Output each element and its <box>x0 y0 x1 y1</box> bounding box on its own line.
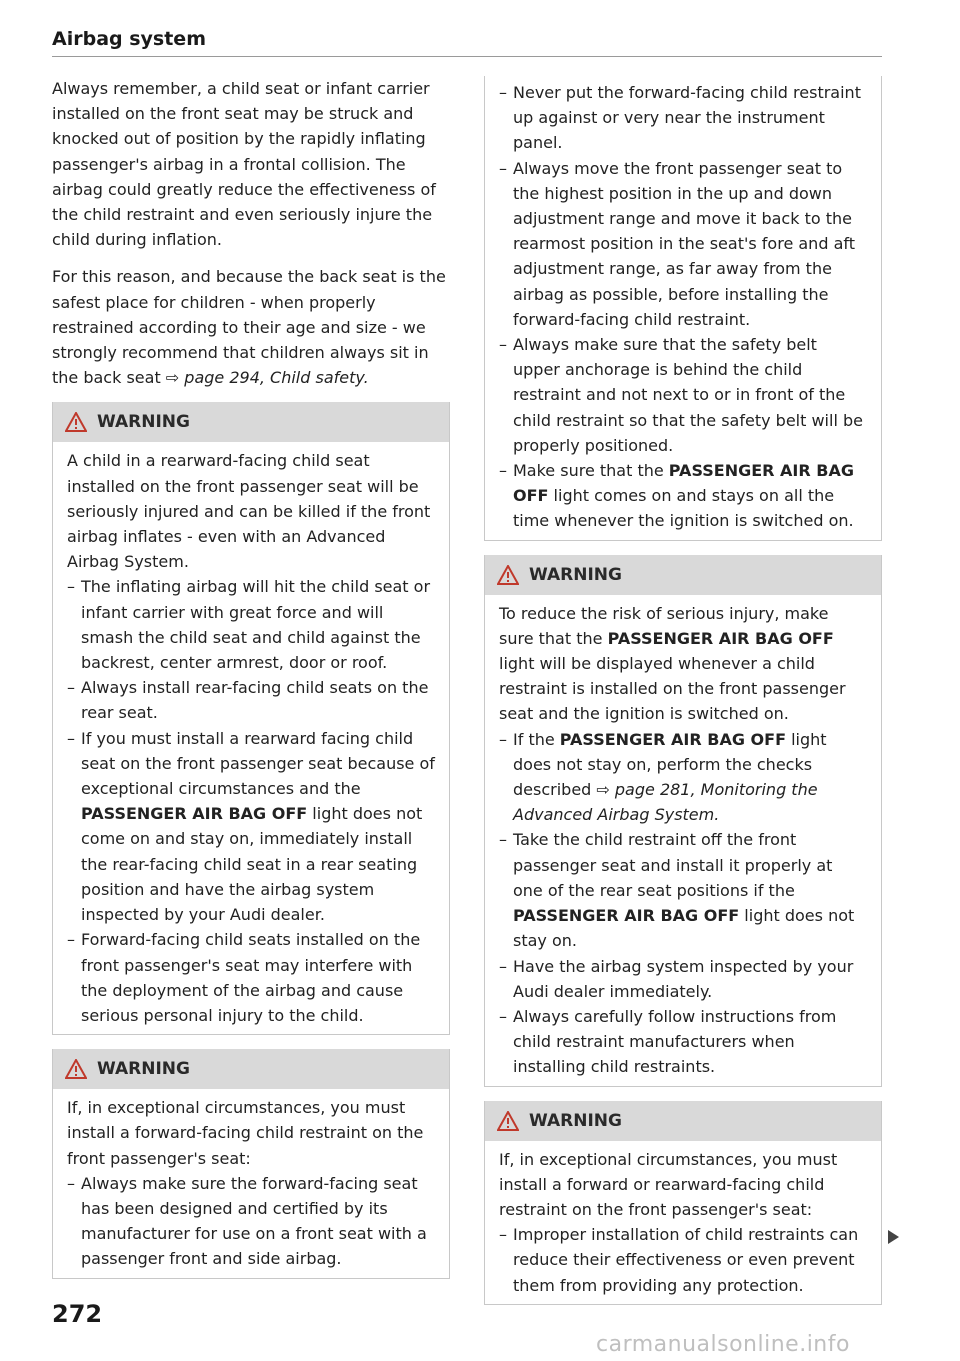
list-item-text: light does not come on and stay on, immediately install the rear-facing child seat in a rear seating position and have the airbag system inspected by your Audi dealer. <box>81 804 423 925</box>
warning-header-4 <box>485 1101 881 1141</box>
warning-triangle-icon <box>65 412 87 432</box>
warning-box-4 <box>484 1101 882 1305</box>
warning-body-3 <box>485 595 881 1080</box>
bold-term: PASSENGER AIR BAG OFF <box>607 628 834 648</box>
page-header: Airbag system <box>52 28 882 57</box>
list-item: – Have the airbag system inspected by your Audi dealer immediately. <box>499 954 867 1004</box>
paragraph-2-text: For this reason, and because the back seat is the safest place for children - when properly restrained according to their age and size - we strongly recommend that children always sit in the back seat <box>52 267 446 388</box>
warning-box-2 <box>52 1049 450 1278</box>
warning-box-3 <box>484 555 882 1087</box>
paragraph-2 <box>52 264 450 390</box>
warning-intro: If, in exceptional circumstances, you must install a forward-facing child restraint on the front passenger's seat: <box>67 1098 424 1168</box>
list-item: – Always make sure that the safety belt upper anchorage is behind the child restraint and not next to or in front of the child restraint so that the safety belt will be properly positioned. <box>499 332 867 458</box>
warning-header-2 <box>53 1049 449 1089</box>
warning-intro <box>499 601 867 727</box>
list-item-text: Take the child restraint off the front passenger seat and install it properly at one of the rear seat positions if the <box>513 830 833 900</box>
warning-label: WARNING <box>529 564 622 585</box>
bold-term: PASSENGER AIR BAG OFF <box>559 729 786 749</box>
bold-term: PASSENGER AIR BAG OFF <box>513 906 740 926</box>
paragraph-1: Always remember, a child seat or infant carrier installed on the front seat may be struck and knocked out of position by the rapidly inflating passenger's airbag in a frontal collision. The airbag could greatly reduce the effectiveness of the child restraint and even seriously injure the child during inflation. <box>52 79 436 250</box>
warning-box-1 <box>52 402 450 1035</box>
list-item-text: If you must install a rearward facing child seat on the front passenger seat because of exceptional circumstances and the <box>81 728 435 799</box>
bold-term: PASSENGER AIR BAG OFF <box>513 461 854 506</box>
left-column <box>52 76 450 1293</box>
warning-header-3 <box>485 555 881 595</box>
list-item-text: If the <box>513 729 560 749</box>
list-item <box>499 458 867 534</box>
warning-body-2 <box>53 1089 449 1271</box>
list-item <box>499 827 867 953</box>
list-item: – Never put the forward-facing child restraint up against or very near the instrument panel. <box>499 80 867 156</box>
warning-triangle-icon <box>497 1111 519 1131</box>
warning-list <box>499 727 867 1080</box>
warning-list <box>67 1171 435 1272</box>
warning-list <box>499 80 867 534</box>
intro-text: To reduce the risk of serious injury, make sure that the <box>499 603 829 648</box>
list-item-text: light does not stay on. <box>513 906 855 951</box>
warning-list <box>67 574 435 1028</box>
list-item: – Always make sure the forward-facing seat has been designed and certified by its manufacturer for use on a front seat with a passenger front and side airbag. <box>67 1171 435 1272</box>
warning-label: WARNING <box>529 1110 622 1131</box>
warning-label: WARNING <box>97 1059 190 1080</box>
monitoring-airbag-link[interactable]: ⇨ page 281, Monitoring the Advanced Airbag System. <box>513 780 818 825</box>
watermark: carmanualsonline.info <box>596 1332 850 1357</box>
list-item: – The inflating airbag will hit the child seat or infant carrier with great force and will smash the child seat and child against the backrest, center armrest, door or roof. <box>67 574 435 675</box>
list-item-text: light comes on and stays on all the time whenever the ignition is switched on. <box>513 486 854 531</box>
list-item: – Always install rear-facing child seats on the rear seat. <box>67 675 435 725</box>
page-number: 272 <box>52 1300 103 1328</box>
list-item <box>499 727 867 828</box>
right-column <box>484 76 882 1319</box>
list-item: – Always move the front passenger seat to the highest position in the up and down adjustment range and move it back to the rearmost position in the seat's fore and aft adjustment range, as far away from the airbag as possible, before installing the forward-facing child restraint. <box>499 156 867 332</box>
warning-intro: A child in a rearward-facing child seat installed on the front passenger seat will be seriously injured and can be killed if the front airbag inflates - even with an Advanced Airbag System. <box>67 451 431 572</box>
bold-term: PASSENGER AIR BAG OFF <box>81 804 308 824</box>
warning-continuation-box <box>484 76 882 541</box>
list-item: – Always carefully follow instructions from child restraint manufacturers when installing child restraints. <box>499 1004 867 1080</box>
warning-body-1 <box>53 442 449 1028</box>
warning-body-4 <box>485 1141 881 1298</box>
warning-triangle-icon <box>65 1059 87 1079</box>
warning-intro: If, in exceptional circumstances, you must install a forward or rearward-facing child restraint on the front passenger's seat: <box>499 1149 838 1219</box>
list-item-text: light does not stay on, perform the checks described <box>513 729 827 800</box>
warning-list <box>499 1222 867 1298</box>
intro-text: light will be displayed whenever a child restraint is installed on the front passenger seat and the ignition is switched on. <box>499 654 846 724</box>
list-item-text: Make sure that the <box>513 461 669 481</box>
list-item: – Forward-facing child seats installed on the front passenger's seat may interfere with the deployment of the airbag and cause serious personal injury to the child. <box>67 927 435 1028</box>
warning-triangle-icon <box>497 565 519 585</box>
list-item: – Improper installation of child restraints can reduce their effectiveness or even prevent them from providing any protection. <box>499 1222 867 1298</box>
list-item <box>67 726 435 928</box>
child-safety-link[interactable]: ⇨ page 294, Child safety. <box>165 368 369 388</box>
warning-header-1 <box>53 402 449 442</box>
warning-label: WARNING <box>97 412 190 433</box>
continue-arrow-icon[interactable] <box>888 1230 899 1244</box>
